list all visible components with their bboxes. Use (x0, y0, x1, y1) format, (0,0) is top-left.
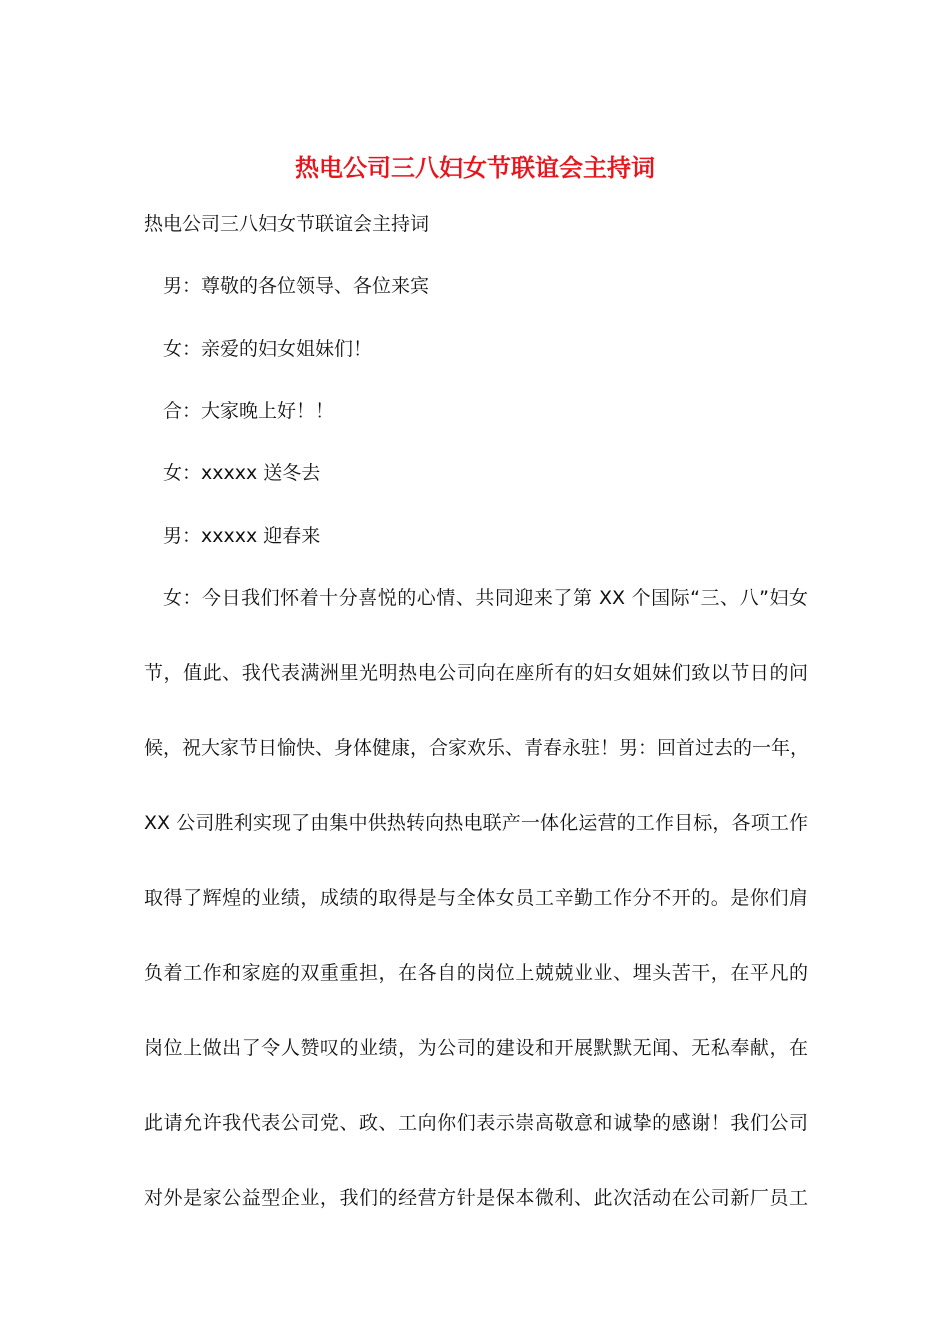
dialogue-line: 男：xxxxx 迎春来 (163, 525, 321, 547)
paragraph-line: 岗位上做出了令人赞叹的业绩，为公司的建设和开展默默无闻、无私奉献，在 (144, 1037, 808, 1059)
paragraph-line: 女：今日我们怀着十分喜悦的心情、共同迎来了第 XX 个国际“三、八”妇女 (163, 587, 808, 609)
paragraph-line: 负着工作和家庭的双重重担，在各自的岗位上兢兢业业、埋头苦干，在平凡的 (144, 962, 808, 984)
dialogue-line: 合：大家晚上好！！ (163, 400, 335, 422)
paragraph-line: XX 公司胜利实现了由集中供热转向热电联产一体化运营的工作目标，各项工作 (144, 812, 808, 834)
paragraph-line: 对外是家公益型企业，我们的经营方针是保本微利、此次活动在公司新厂员工 (144, 1187, 808, 1209)
paragraph-line: 取得了辉煌的业绩，成绩的取得是与全体女员工辛勤工作分不开的。是你们肩 (144, 887, 808, 909)
dialogue-line: 女：亲爱的妇女姐妹们！ (163, 338, 373, 360)
document-subtitle: 热电公司三八妇女节联谊会主持词 (144, 213, 430, 235)
dialogue-line: 男：尊敬的各位领导、各位来宾 (163, 275, 430, 297)
paragraph-line: 此请允许我代表公司党、政、工向你们表示崇高敬意和诚挚的感谢！我们公司 (144, 1112, 808, 1134)
dialogue-line: 女：xxxxx 送冬去 (163, 462, 321, 484)
document-title: 热电公司三八妇女节联谊会主持词 (295, 153, 655, 182)
paragraph-line: 候，祝大家节日愉快、身体健康，合家欢乐、青春永驻！男：回首过去的一年， (144, 737, 810, 759)
paragraph-line: 节，值此、我代表满洲里光明热电公司向在座所有的妇女姐妹们致以节日的问 (144, 662, 808, 684)
